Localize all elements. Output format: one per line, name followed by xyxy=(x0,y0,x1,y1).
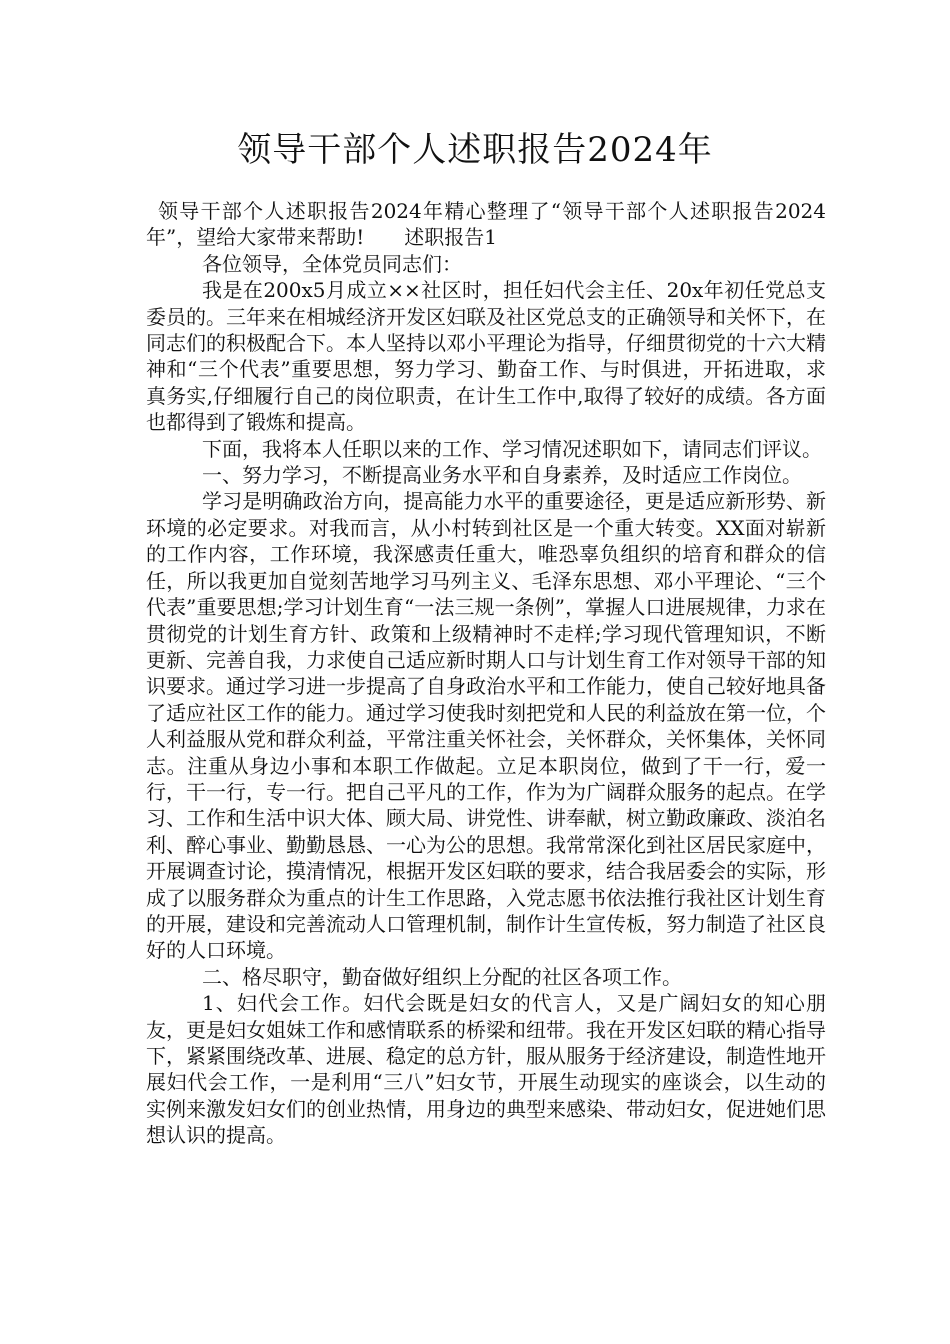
document-body xyxy=(146,198,826,1149)
intro-paragraph xyxy=(146,198,826,251)
section-heading: 二、格尽职守，勤奋做好组织上分配的社区各项工作。 xyxy=(202,964,682,989)
body-paragraph: 学习是明确政治方向，提高能力水平的重要途径，更是适应新形势、新环境的必定要求。对我而言，从小村转到社区是一个重大转变。XX面对崭新的工作内容，工作环境，我深感责任重大，唯恐辜负组织的培育和群众的信任，所以我更加自觉刻苦地学习马列主义、毛泽东思想、邓小平理论、“三个代表”重要思想;学习计划生育“一法三规一条例”，掌握人口进展规律，力求在贯彻党的计划生育方针、政策和上级精神时不走样;学习现代管理知识，不断更新、完善自我，力求使自己适应新时期人口与计划生育工作对领导干部的知识要求。通过学习进一步提高了自身政治水平和工作能力，使自己较好地具备了适应社区工作的能力。通过学习使我时刻把党和人民的利益放在第一位，个人利益服从党和群众利益，平常注重关怀社会，关怀群众，关怀集体，关怀同志。注重从身边小事和本职工作做起。立足本职岗位，做到了干一行，爱一行，干一行，专一行。把自己平凡的工作，作为为广阔群众服务的起点。在学习、工作和生活中识大体、顾大局、讲党性、讲奉献，树立勤政廉政、淡泊名利、醉心事业、勤勤恳恳、一心为公的思想。我常常深化到社区居民家庭中，开展调查讨论，摸清情况，根据开发区妇联的要求，结合我居委会的实际，形成了以服务群众为重点的计生工作思路，入党志愿书依法推行我社区计划生育的开展，建设和完善流动人口管理机制，制作计生宣传板，努力制造了社区良好的人口环境。 xyxy=(146,489,826,963)
intro-text: 领导干部个人述职报告2024年精心整理了“领导干部个人述职报告2024年”，望给大家带来帮助! xyxy=(146,199,826,250)
intro-label: 述职报告1 xyxy=(404,225,497,250)
body-paragraph: 我是在200x5月成立××社区时，担任妇代会主任、20x年初任党总支委员的。三年来在相城经济开发区妇联及社区党总支的正确领导和关怀下，在同志们的积极配合下。本人坚持以邓小平理论为指导，仔细贯彻党的十六大精神和“三个代表”重要思想，努力学习、勤奋工作、与时俱进，开拓进取，求真务实,仔细履行自己的岗位职责，在计生工作中,取得了较好的成绩。各方面也都得到了锻炼和提高。 xyxy=(146,278,826,435)
salutation-paragraph: 各位领导，全体党员同志们： xyxy=(202,251,462,276)
document-title: 领导干部个人述职报告2024年 xyxy=(237,130,713,170)
body-paragraph: 下面，我将本人任职以来的工作、学习情况述职如下，请同志们评议。 xyxy=(202,436,822,461)
body-paragraph: 1、妇代会工作。妇代会既是妇女的代言人，又是广阔妇女的知心朋友，更是妇女姐妹工作和感情联系的桥梁和纽带。我在开发区妇联的精心指导下，紧紧围绕改革、进展、稳定的总方针，服从服务于经济建设，制造性地开展妇代会工作，一是利用“三八”妇女节，开展生动现实的座谈会，以生动的实例来激发妇女们的创业热情，用身边的典型来感染、带动妇女，促进她们思想认识的提高。 xyxy=(146,991,826,1148)
section-heading: 一、努力学习，不断提高业务水平和自身素养，及时适应工作岗位。 xyxy=(202,463,802,488)
